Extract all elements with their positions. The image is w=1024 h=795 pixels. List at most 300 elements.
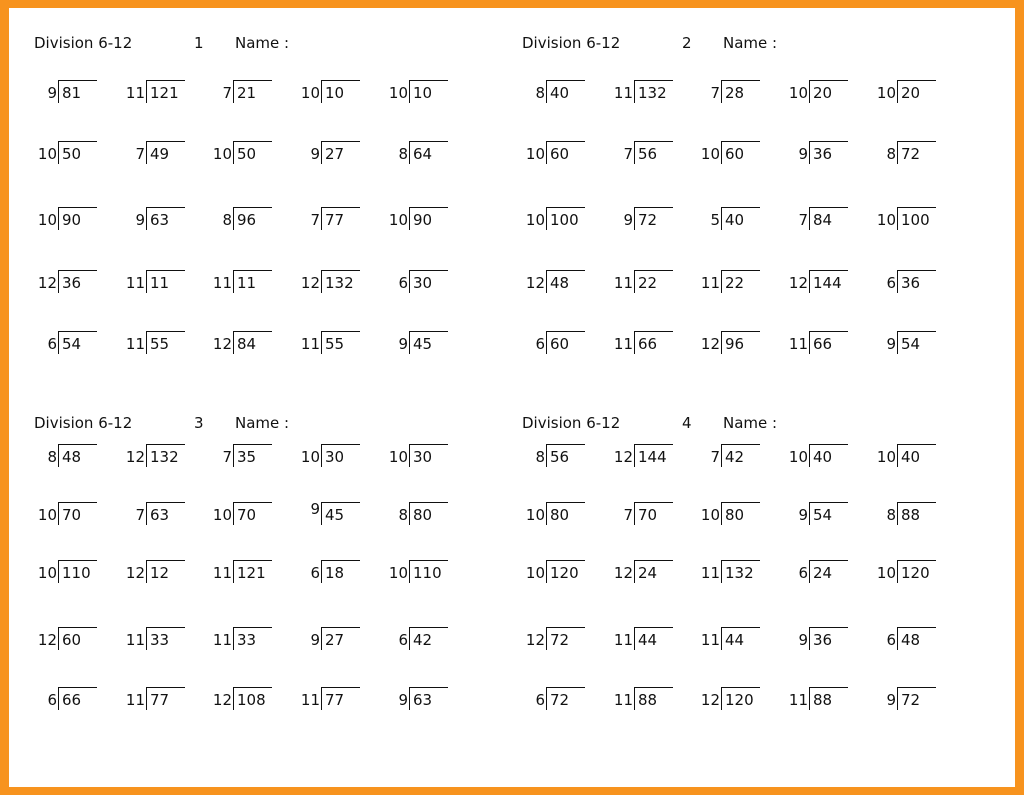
dividend: 70: [62, 506, 82, 524]
division-problem: [122, 207, 207, 233]
division-problem: [785, 627, 870, 653]
division-problem: [873, 687, 958, 713]
dividend: 63: [413, 691, 433, 709]
dividend: 80: [550, 506, 570, 524]
division-problem: [297, 627, 382, 653]
divisor: 12: [700, 691, 720, 709]
divisor: 12: [525, 274, 545, 292]
dividend: 20: [813, 84, 833, 102]
dividend: 80: [413, 506, 433, 524]
division-problem: [697, 331, 782, 357]
dividend: 40: [550, 84, 570, 102]
division-problem: [785, 560, 870, 586]
dividend: 24: [638, 564, 658, 582]
division-problem: [697, 627, 782, 653]
dividend: 40: [725, 211, 745, 229]
divisor: 10: [37, 564, 57, 582]
dividend: 77: [325, 211, 345, 229]
division-problem: [610, 331, 695, 357]
dividend: 108: [237, 691, 266, 709]
dividend: 110: [413, 564, 442, 582]
divisor: 9: [310, 631, 320, 649]
divisor: 11: [300, 691, 320, 709]
divisor: 6: [886, 631, 896, 649]
dividend: 11: [150, 274, 170, 292]
division-problem: [297, 560, 382, 586]
dividend: 30: [325, 448, 345, 466]
division-problem: [697, 560, 782, 586]
dividend: 35: [237, 448, 257, 466]
division-problem: [610, 627, 695, 653]
dividend: 55: [150, 335, 170, 353]
division-problem: [785, 207, 870, 233]
divisor: 9: [623, 211, 633, 229]
dividend: 72: [901, 145, 921, 163]
division-problem: [297, 141, 382, 167]
dividend: 64: [413, 145, 433, 163]
divisor: 7: [798, 211, 808, 229]
dividend: 132: [150, 448, 179, 466]
divisor: 11: [125, 274, 145, 292]
dividend: 60: [62, 631, 82, 649]
divisor: 9: [798, 145, 808, 163]
dividend: 132: [638, 84, 667, 102]
divisor: 7: [623, 145, 633, 163]
divisor: 10: [525, 145, 545, 163]
division-problem: [522, 687, 607, 713]
divisor: 10: [788, 84, 808, 102]
dividend: 48: [62, 448, 82, 466]
divisor: 6: [535, 335, 545, 353]
division-problem: [122, 560, 207, 586]
dividend: 33: [150, 631, 170, 649]
divisor: 11: [212, 631, 232, 649]
division-problem: [522, 560, 607, 586]
division-problem: [122, 270, 207, 296]
division-problem: [522, 627, 607, 653]
problem-grid: [34, 34, 494, 374]
divisor: 8: [535, 448, 545, 466]
division-problem: [34, 141, 119, 167]
divisor: 10: [212, 145, 232, 163]
divisor: 12: [525, 631, 545, 649]
dividend: 100: [901, 211, 930, 229]
divisor: 9: [310, 500, 320, 518]
division-problem: [297, 80, 382, 106]
dividend: 63: [150, 211, 170, 229]
dividend: 30: [413, 274, 433, 292]
division-problem: [697, 141, 782, 167]
dividend: 96: [725, 335, 745, 353]
division-problem: [209, 207, 294, 233]
division-problem: [122, 687, 207, 713]
dividend: 50: [237, 145, 257, 163]
divisor: 6: [886, 274, 896, 292]
division-problem: [697, 444, 782, 470]
division-problem: [522, 331, 607, 357]
divisor: 9: [886, 691, 896, 709]
dividend: 54: [62, 335, 82, 353]
worksheet-title: Division 6-12: [522, 414, 621, 432]
division-problem: [34, 560, 119, 586]
division-problem: [873, 627, 958, 653]
divisor: 10: [37, 506, 57, 524]
division-problem: [697, 80, 782, 106]
division-problem: [522, 444, 607, 470]
division-problem: [122, 444, 207, 470]
divisor: 11: [613, 84, 633, 102]
division-problem: [873, 141, 958, 167]
divisor: 12: [788, 274, 808, 292]
dividend: 63: [150, 506, 170, 524]
divisor: 8: [47, 448, 57, 466]
division-problem: [209, 444, 294, 470]
divisor: 12: [125, 564, 145, 582]
divisor: 10: [300, 448, 320, 466]
division-problem: [385, 560, 470, 586]
divisor: 10: [876, 211, 896, 229]
division-problem: [34, 270, 119, 296]
divisor: 12: [212, 691, 232, 709]
divisor: 10: [700, 145, 720, 163]
dividend: 27: [325, 145, 345, 163]
division-problem: [297, 270, 382, 296]
dividend: 10: [325, 84, 345, 102]
divisor: 8: [398, 145, 408, 163]
division-problem: [610, 207, 695, 233]
dividend: 54: [901, 335, 921, 353]
division-problem: [785, 270, 870, 296]
divisor: 12: [700, 335, 720, 353]
division-problem: [785, 444, 870, 470]
divisor: 10: [876, 448, 896, 466]
division-problem: [122, 141, 207, 167]
divisor: 11: [125, 631, 145, 649]
dividend: 72: [901, 691, 921, 709]
dividend: 42: [725, 448, 745, 466]
divisor: 7: [135, 145, 145, 163]
dividend: 120: [550, 564, 579, 582]
dividend: 48: [550, 274, 570, 292]
divisor: 12: [37, 274, 57, 292]
divisor: 11: [613, 691, 633, 709]
divisor: 11: [700, 564, 720, 582]
divisor: 11: [613, 274, 633, 292]
dividend: 77: [150, 691, 170, 709]
division-problem: [385, 444, 470, 470]
divisor: 11: [788, 691, 808, 709]
divisor: 8: [398, 506, 408, 524]
division-problem: [873, 331, 958, 357]
dividend: 80: [725, 506, 745, 524]
divisor: 11: [300, 335, 320, 353]
divisor: 11: [125, 691, 145, 709]
division-problem: [785, 502, 870, 528]
division-problem: [209, 141, 294, 167]
division-problem: [385, 207, 470, 233]
divisor: 9: [47, 84, 57, 102]
worksheet-1: [34, 34, 494, 374]
divisor: 11: [613, 631, 633, 649]
dividend: 88: [638, 691, 658, 709]
divisor: 6: [310, 564, 320, 582]
dividend: 60: [725, 145, 745, 163]
divisor: 8: [886, 145, 896, 163]
divisor: 10: [388, 211, 408, 229]
division-problem: [610, 502, 695, 528]
dividend: 22: [638, 274, 658, 292]
division-problem: [522, 141, 607, 167]
dividend: 121: [150, 84, 179, 102]
worksheet-2: [522, 34, 982, 374]
divisor: 8: [222, 211, 232, 229]
dividend: 120: [725, 691, 754, 709]
divisor: 6: [47, 335, 57, 353]
division-problem: [385, 687, 470, 713]
dividend: 72: [550, 631, 570, 649]
dividend: 56: [638, 145, 658, 163]
dividend: 66: [62, 691, 82, 709]
dividend: 42: [413, 631, 433, 649]
division-problem: [522, 207, 607, 233]
division-problem: [385, 141, 470, 167]
dividend: 30: [413, 448, 433, 466]
divisor: 11: [788, 335, 808, 353]
division-problem: [209, 270, 294, 296]
division-problem: [34, 444, 119, 470]
division-problem: [209, 80, 294, 106]
divisor: 7: [310, 211, 320, 229]
worksheet-title: Division 6-12: [522, 34, 621, 52]
division-problem: [297, 502, 382, 528]
division-problem: [34, 627, 119, 653]
worksheet-number: 3: [194, 414, 204, 432]
dividend: 90: [62, 211, 82, 229]
division-problem: [785, 80, 870, 106]
dividend: 20: [901, 84, 921, 102]
dividend: 120: [901, 564, 930, 582]
division-problem: [785, 687, 870, 713]
division-problem: [785, 331, 870, 357]
dividend: 45: [325, 506, 345, 524]
divisor: 11: [700, 274, 720, 292]
divisor: 10: [37, 145, 57, 163]
divisor: 9: [135, 211, 145, 229]
divisor: 10: [388, 564, 408, 582]
dividend: 36: [901, 274, 921, 292]
division-problem: [522, 270, 607, 296]
dividend: 11: [237, 274, 257, 292]
dividend: 49: [150, 145, 170, 163]
dividend: 60: [550, 335, 570, 353]
dividend: 84: [813, 211, 833, 229]
divisor: 10: [876, 84, 896, 102]
divisor: 10: [788, 448, 808, 466]
division-problem: [385, 331, 470, 357]
division-problem: [209, 627, 294, 653]
dividend: 81: [62, 84, 82, 102]
division-problem: [873, 444, 958, 470]
division-problem: [697, 270, 782, 296]
divisor: 7: [623, 506, 633, 524]
division-problem: [522, 80, 607, 106]
dividend: 56: [550, 448, 570, 466]
divisor: 9: [798, 631, 808, 649]
dividend: 132: [725, 564, 754, 582]
dividend: 110: [62, 564, 91, 582]
divisor: 10: [388, 448, 408, 466]
dividend: 70: [237, 506, 257, 524]
divisor: 9: [398, 691, 408, 709]
division-problem: [122, 331, 207, 357]
name-label: Name :: [235, 34, 290, 52]
problem-grid: [34, 414, 494, 754]
division-problem: [610, 687, 695, 713]
dividend: 40: [813, 448, 833, 466]
divisor: 12: [125, 448, 145, 466]
divisor: 10: [525, 564, 545, 582]
division-problem: [610, 80, 695, 106]
dividend: 12: [150, 564, 170, 582]
division-problem: [34, 331, 119, 357]
division-problem: [385, 627, 470, 653]
divisor: 10: [212, 506, 232, 524]
worksheet-number: 1: [194, 34, 204, 52]
dividend: 88: [901, 506, 921, 524]
worksheet-page: [9, 8, 1015, 787]
divisor: 6: [535, 691, 545, 709]
divisor: 12: [37, 631, 57, 649]
division-problem: [34, 687, 119, 713]
dividend: 54: [813, 506, 833, 524]
divisor: 7: [710, 448, 720, 466]
dividend: 121: [237, 564, 266, 582]
dividend: 60: [550, 145, 570, 163]
division-problem: [697, 207, 782, 233]
worksheet-number: 4: [682, 414, 692, 432]
worksheet-title: Division 6-12: [34, 414, 133, 432]
dividend: 44: [638, 631, 658, 649]
division-problem: [122, 80, 207, 106]
divisor: 9: [398, 335, 408, 353]
division-problem: [873, 560, 958, 586]
worksheet-title: Division 6-12: [34, 34, 133, 52]
division-problem: [34, 502, 119, 528]
division-problem: [873, 80, 958, 106]
dividend: 66: [638, 335, 658, 353]
worksheet-number: 2: [682, 34, 692, 52]
problem-grid: [522, 414, 982, 754]
division-problem: [209, 687, 294, 713]
dividend: 48: [901, 631, 921, 649]
dividend: 70: [638, 506, 658, 524]
dividend: 36: [813, 631, 833, 649]
name-label: Name :: [723, 34, 778, 52]
dividend: 21: [237, 84, 257, 102]
divisor: 11: [212, 564, 232, 582]
divisor: 9: [798, 506, 808, 524]
worksheet-3: [34, 414, 494, 754]
divisor: 9: [310, 145, 320, 163]
divisor: 10: [525, 211, 545, 229]
divisor: 12: [300, 274, 320, 292]
dividend: 88: [813, 691, 833, 709]
divisor: 10: [876, 564, 896, 582]
division-problem: [297, 444, 382, 470]
divisor: 11: [613, 335, 633, 353]
divisor: 10: [525, 506, 545, 524]
divisor: 12: [613, 564, 633, 582]
division-problem: [209, 560, 294, 586]
dividend: 144: [638, 448, 667, 466]
dividend: 36: [813, 145, 833, 163]
name-label: Name :: [235, 414, 290, 432]
divisor: 10: [700, 506, 720, 524]
dividend: 10: [413, 84, 433, 102]
dividend: 72: [550, 691, 570, 709]
division-problem: [785, 141, 870, 167]
division-problem: [873, 207, 958, 233]
division-problem: [697, 687, 782, 713]
dividend: 90: [413, 211, 433, 229]
division-problem: [522, 502, 607, 528]
dividend: 84: [237, 335, 257, 353]
divisor: 11: [700, 631, 720, 649]
division-problem: [610, 444, 695, 470]
dividend: 55: [325, 335, 345, 353]
dividend: 36: [62, 274, 82, 292]
dividend: 33: [237, 631, 257, 649]
dividend: 50: [62, 145, 82, 163]
divisor: 11: [212, 274, 232, 292]
divisor: 7: [222, 84, 232, 102]
name-label: Name :: [723, 414, 778, 432]
dividend: 40: [901, 448, 921, 466]
divisor: 6: [47, 691, 57, 709]
division-problem: [610, 270, 695, 296]
division-problem: [297, 687, 382, 713]
dividend: 77: [325, 691, 345, 709]
division-problem: [34, 207, 119, 233]
dividend: 44: [725, 631, 745, 649]
divisor: 12: [613, 448, 633, 466]
division-problem: [122, 502, 207, 528]
divisor: 7: [135, 506, 145, 524]
divisor: 9: [886, 335, 896, 353]
divisor: 7: [222, 448, 232, 466]
divisor: 8: [886, 506, 896, 524]
problem-grid: [522, 34, 982, 374]
division-problem: [122, 627, 207, 653]
worksheet-4: [522, 414, 982, 754]
dividend: 144: [813, 274, 842, 292]
dividend: 132: [325, 274, 354, 292]
divisor: 10: [388, 84, 408, 102]
division-problem: [297, 331, 382, 357]
dividend: 18: [325, 564, 345, 582]
dividend: 96: [237, 211, 257, 229]
divisor: 5: [710, 211, 720, 229]
divisor: 10: [300, 84, 320, 102]
divisor: 10: [37, 211, 57, 229]
division-problem: [209, 331, 294, 357]
division-problem: [610, 560, 695, 586]
dividend: 72: [638, 211, 658, 229]
dividend: 22: [725, 274, 745, 292]
division-problem: [697, 502, 782, 528]
division-problem: [610, 141, 695, 167]
division-problem: [385, 270, 470, 296]
